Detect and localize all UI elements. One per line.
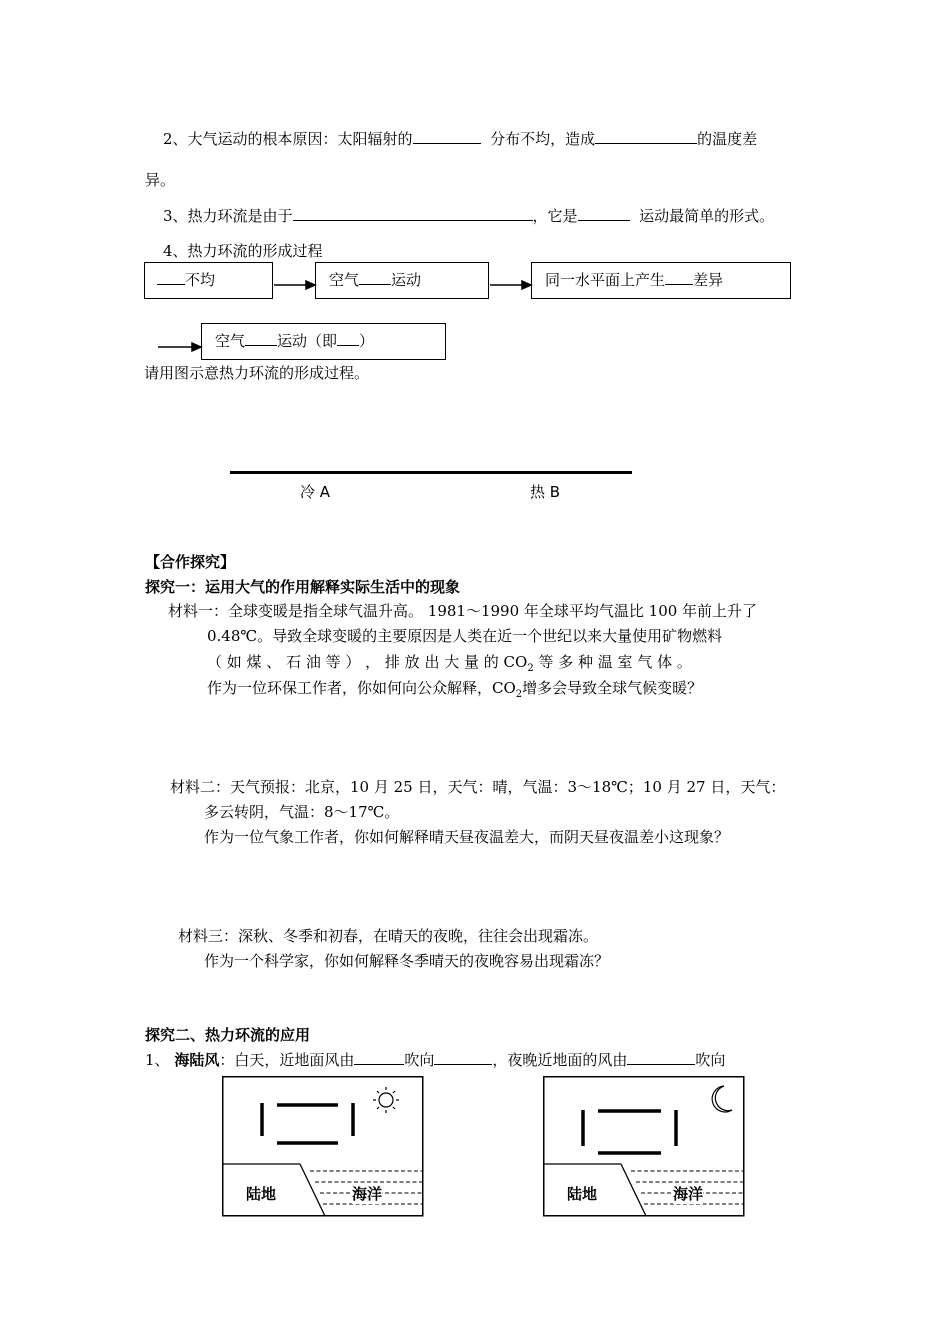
material-1-line3	[207, 651, 692, 674]
day-diagram	[222, 1076, 424, 1217]
material-3-line1: 材料三：深秋、冬季和初春，在晴天的夜晚，往往会出现霜冻。	[178, 927, 599, 945]
q2-text-b: 分布不均，造成	[490, 130, 596, 148]
material-2-line1: 材料二：天气预报：北京，10 月 25 日，天气：晴，气温：3～18℃；10 月 27 日，天气：	[170, 778, 786, 796]
item-1-blank-2[interactable]	[434, 1049, 492, 1065]
flow-box-3-text-b: 差异	[693, 271, 724, 289]
flow-box-4-text-c: ）	[359, 332, 375, 350]
flow-box-4-text-a: 空气	[215, 332, 246, 350]
material-1-line2: 0.48℃。导致全球变暖的主要原因是人类在近一个世纪以来大量使用矿物燃料	[207, 627, 723, 645]
item-1-label: 海陆风	[174, 1051, 220, 1069]
q3-text-c: 运动最简单的形式。	[639, 207, 775, 225]
material-1-line3-a: （ 如 煤 、 石 油 等 ） ， 排 放 出 大 量 的 CO	[207, 653, 528, 671]
night-sea-label: 海洋	[673, 1185, 704, 1203]
material-1-line1: 材料一：全球变暖是指全球气温升高。 1981～1990 年全球平均气温比 100 年前上升了	[168, 602, 758, 620]
material-1-question	[207, 677, 702, 700]
item-1-text-d: 吹向	[695, 1051, 726, 1069]
material-2-question: 作为一位气象工作者，你如何解释晴天昼夜温差大，而阴天昼夜温差小这现象？	[204, 828, 730, 846]
material-3-question: 作为一个科学家，你如何解释冬季晴天的夜晚容易出现霜冻？	[204, 952, 610, 970]
question-2-line2: 异。	[145, 171, 176, 189]
item-1-text-c: ，夜晚近地面的风由	[492, 1051, 628, 1069]
q3-text-b: ，它是	[532, 207, 578, 225]
arrow-1-head	[306, 281, 315, 289]
item-1-blank-1[interactable]	[354, 1049, 404, 1065]
material-1-line3-b: 等 多 种 温 室 气 体 。	[533, 653, 692, 671]
flow-box-2-text-a: 空气	[329, 271, 360, 289]
item-1-number: 1、	[145, 1051, 170, 1069]
night-diagram	[543, 1076, 745, 1217]
ground-line	[230, 471, 632, 474]
q2-text-c: 的温度差	[697, 130, 758, 148]
inquiry-2-item-1	[145, 1049, 725, 1070]
ground-label-cold-a: 冷 A	[300, 483, 331, 501]
co2-subscript: 2	[527, 663, 534, 674]
material-2-line2: 多云转阴，气温：8～17℃。	[204, 803, 400, 821]
material-1-question-a: 作为一位环保工作者，你如何向公众解释，CO	[207, 679, 516, 697]
inquiry-1-title: 探究一：运用大气的作用解释实际生活中的现象	[145, 578, 461, 596]
flow-box-1-text: 不均	[185, 271, 216, 289]
day-sea-label: 海洋	[352, 1185, 383, 1203]
day-land-label: 陆地	[246, 1185, 277, 1203]
flow-arrows	[0, 0, 950, 400]
item-1-text-b: 吹向	[404, 1051, 435, 1069]
draw-prompt: 请用图示意热力环流的形成过程。	[144, 364, 370, 382]
night-land-label: 陆地	[567, 1185, 598, 1203]
q3-text-a: 3、热力环流是由于	[163, 207, 293, 225]
item-1-blank-3[interactable]	[627, 1049, 695, 1065]
flow-box-2-text-b: 运动	[391, 271, 422, 289]
question-4-title: 4、热力环流的形成过程	[163, 242, 323, 260]
flow-box-3-text-a: 同一水平面上产生	[545, 271, 666, 289]
ground-label-hot-b: 热 B	[530, 483, 561, 501]
material-1-question-b: 增多会导致全球气候变暖？	[522, 679, 703, 697]
flow-box-4-text-b: 运动（即	[277, 332, 338, 350]
q2-text-a: 2、大气运动的根本原因：太阳辐射的	[163, 130, 413, 148]
arrow-3-head	[192, 343, 201, 351]
section-heading: 【合作探究】	[145, 553, 236, 571]
arrow-2-head	[522, 281, 531, 289]
inquiry-2-title: 探究二、热力环流的应用	[145, 1026, 311, 1044]
co2-subscript-2: 2	[515, 689, 523, 700]
item-1-text-a: ：白天，近地面风由	[219, 1051, 355, 1069]
